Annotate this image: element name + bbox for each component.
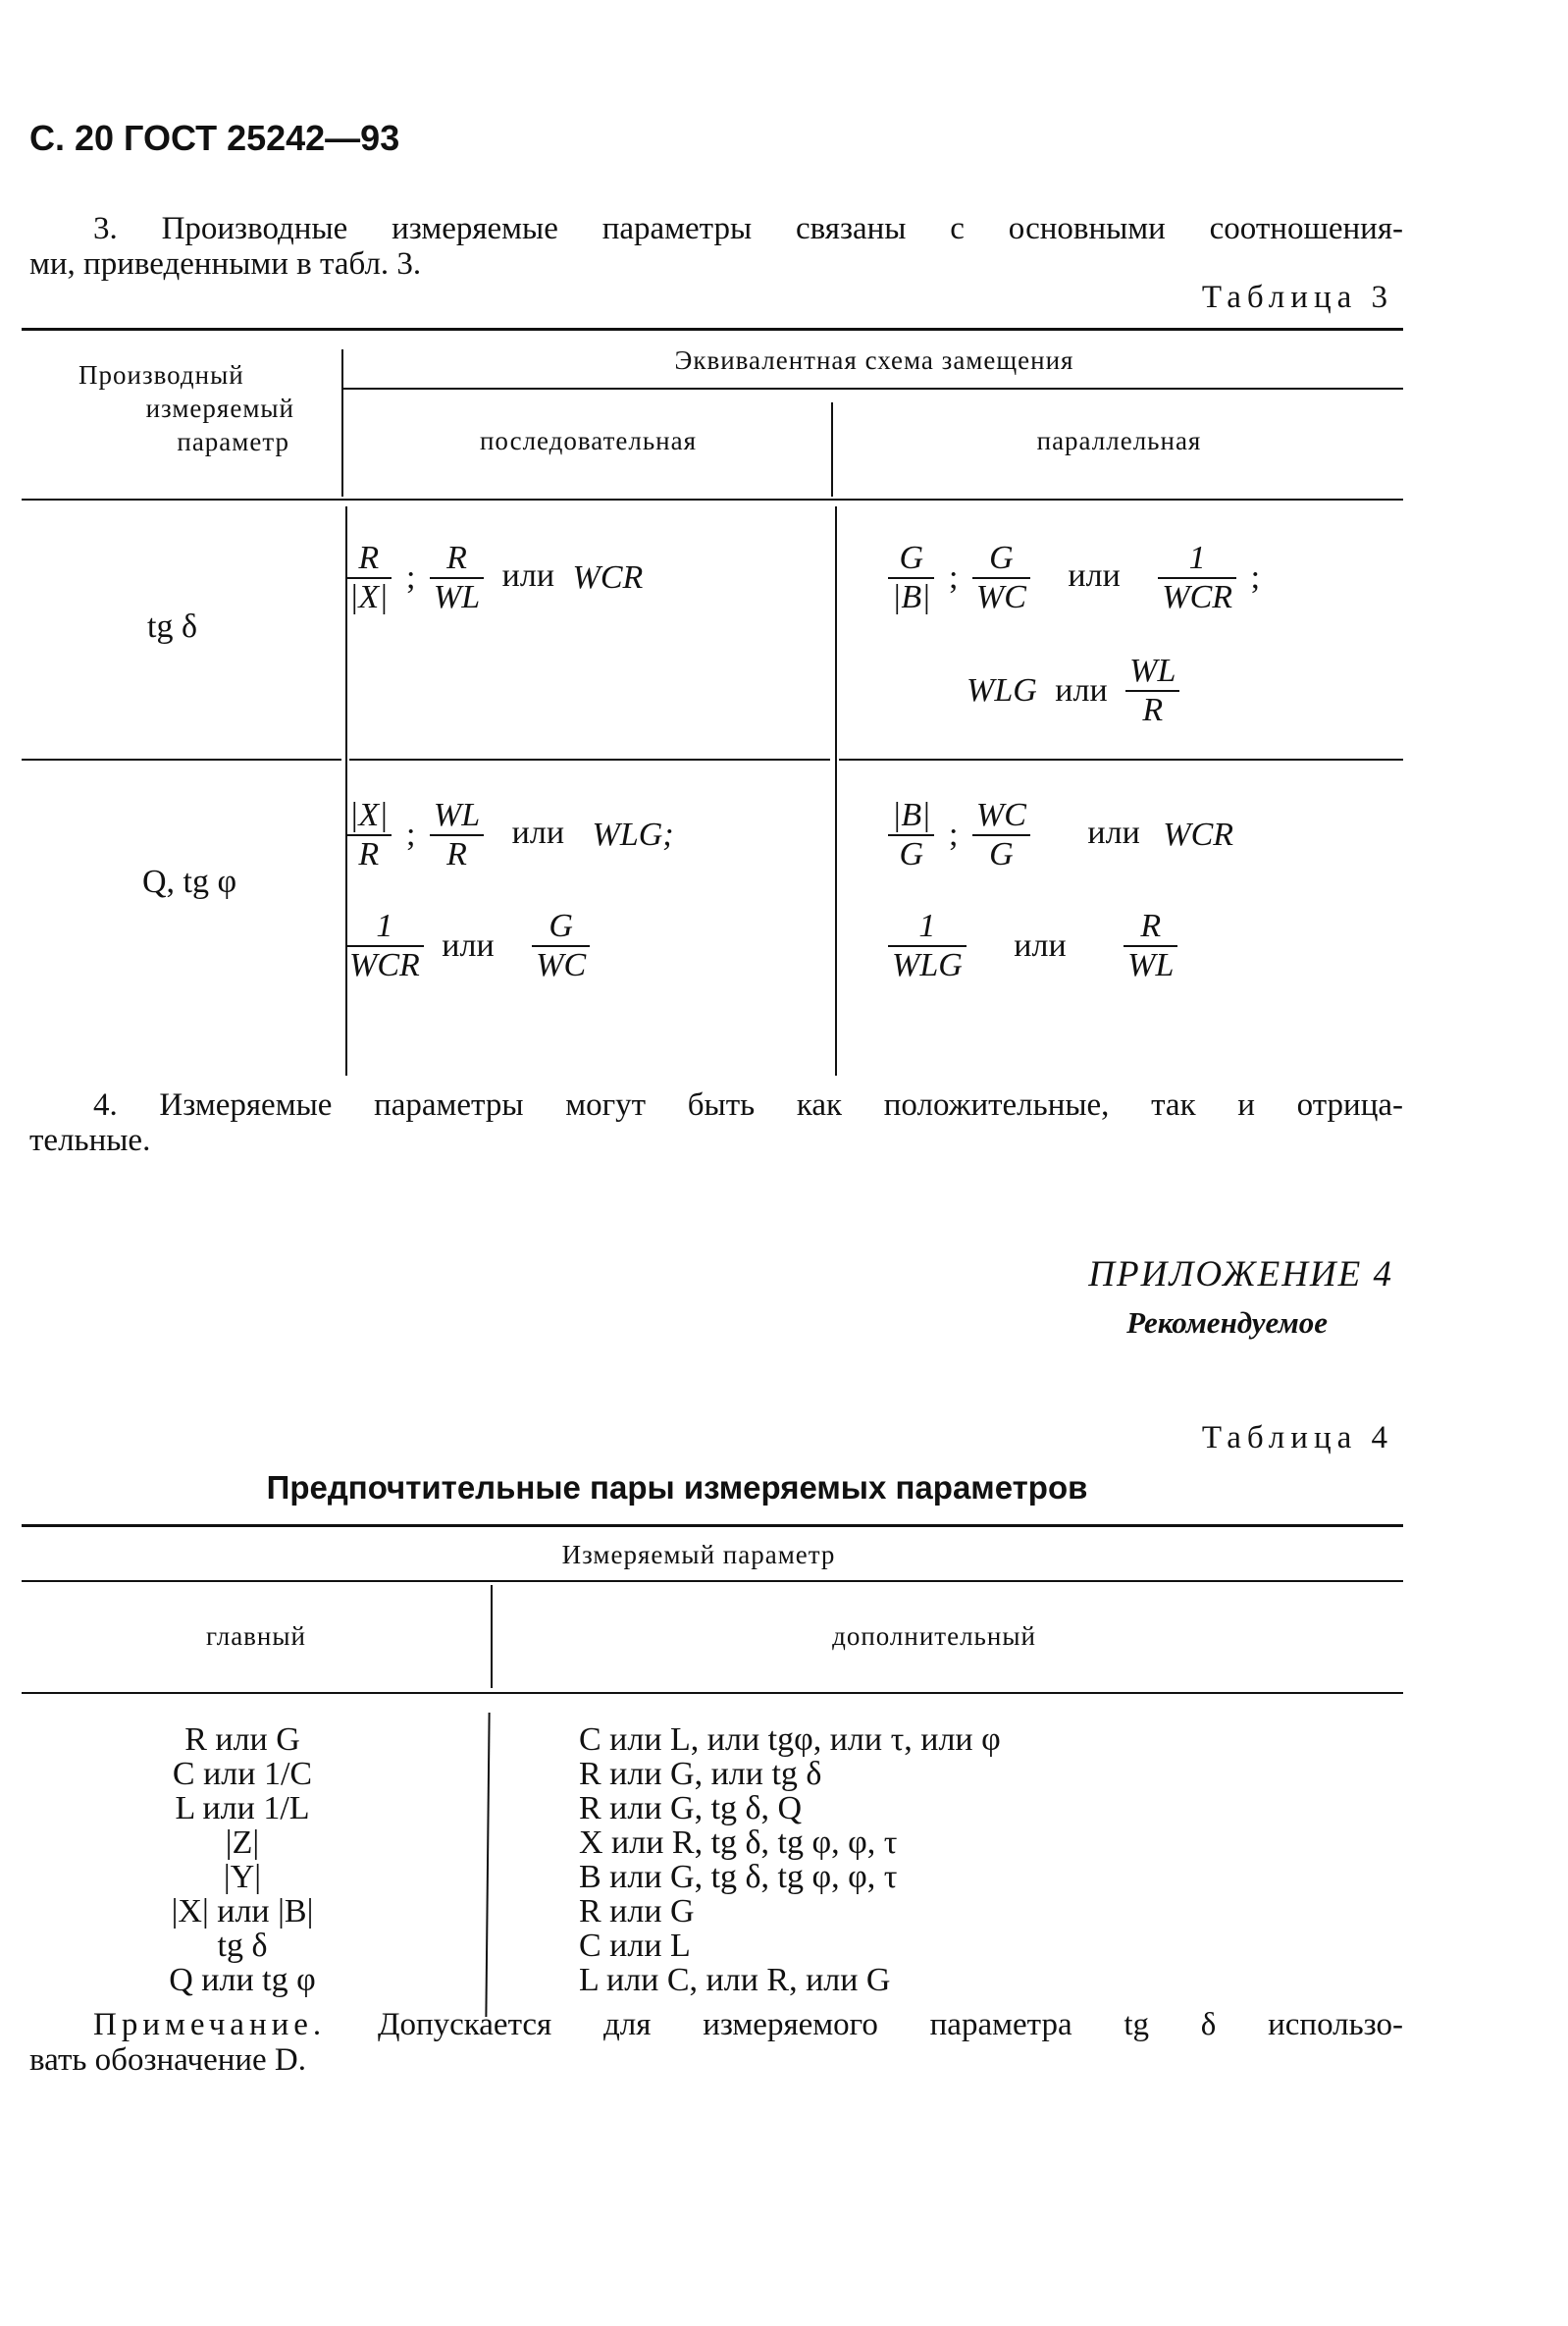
table-3-row2-param: Q, tg φ — [142, 864, 237, 900]
list-item: B или G, tg δ, tg φ, φ, τ — [579, 1859, 898, 1895]
paragraph-3 — [29, 211, 1403, 282]
table-4-col-group: Измеряемый параметр — [561, 1540, 836, 1569]
list-item: C или L — [579, 1928, 691, 1964]
note-label: Примечание. — [93, 2007, 327, 2042]
list-item: C или L, или tgφ, или τ, или φ — [579, 1721, 1001, 1758]
appendix-subtitle: Рекомендуемое — [1126, 1305, 1328, 1340]
list-item: |Y| — [223, 1859, 262, 1895]
list-item: R или G, tg δ, Q — [579, 1790, 803, 1826]
table-3-col-param: Производный измеряемый параметр — [78, 360, 294, 456]
table-4-title: Предпочтительные пары измеряемых параметров — [266, 1469, 1088, 1506]
list-item: |X| или |B| — [171, 1893, 314, 1930]
note-line1: Допускается для измеряемого параметра tg δ использо- — [377, 2007, 1403, 2042]
list-item: R или G, или tg δ — [579, 1756, 822, 1792]
table-4-label: Таблица 4 — [1201, 1420, 1393, 1455]
list-item: R или G — [184, 1721, 300, 1758]
list-item: L или C, или R, или G — [579, 1962, 891, 1998]
table-3-row2-series-line2: $\frac{1}{\text{WCR}}$ или $\frac{G}{WC}$ — [345, 908, 590, 984]
table-3-row2-parallel-line1: $\frac{|B|}{G}$ ; $\frac{WC}{G}$ или WCR — [888, 797, 1233, 873]
list-item: tg δ — [217, 1928, 268, 1964]
paragraph-4 — [29, 1087, 1403, 1158]
list-item: L или 1/L — [175, 1790, 310, 1826]
list-item: X или R, tg δ, tg φ, φ, τ — [579, 1824, 898, 1861]
table-3-row2-series-line1: $\frac{|X|}{R}$ ; $\frac{WL}{R}$ или WLG; — [345, 797, 674, 873]
table-3-row1-param: tg δ — [147, 608, 197, 645]
table-4-main-column — [22, 1722, 463, 1997]
table-4-col-extra: дополнительный — [832, 1621, 1036, 1651]
paragraph-3-line2: ми, приведенными в табл. 3. — [29, 246, 422, 282]
table-3-label: Таблица 3 — [1201, 280, 1393, 315]
list-item: |Z| — [225, 1824, 260, 1861]
table-3-row1-parallel-line2: WLG или $\frac{WL}{R}$ — [967, 653, 1179, 729]
table-4-col-main: главный — [206, 1621, 306, 1651]
note-line2: вать обозначение D. — [29, 2042, 307, 2078]
appendix-title: ПРИЛОЖЕНИЕ 4 — [1088, 1254, 1393, 1295]
paragraph-4-line1: 4. Измеряемые параметры могут быть как положительные, так и отрица- — [93, 1087, 1403, 1123]
table-3-row1-parallel-line1: $\frac{G}{|B|}$ ; $\frac{G}{WC}$ или $\frac{1}{\text{WCR}}$ ; — [888, 540, 1266, 616]
table-3-row1-series: $\frac{R}{|X|}$ ; $\frac{R}{WL}$ или WCR — [345, 540, 643, 616]
table-4-extra-column — [579, 1722, 1001, 1997]
paragraph-4-line2: тельные. — [29, 1123, 151, 1158]
page-header: С. 20 ГОСТ 25242—93 — [29, 118, 400, 158]
paragraph-3-line1: 3. Производные измеряемые параметры связаны с основными соотношения- — [93, 211, 1403, 246]
table-3-col-series: последовательная — [479, 426, 698, 455]
table-3-col-scheme: Эквивалентная схема замещения — [674, 345, 1074, 375]
table-3-col-parallel: параллельная — [1036, 426, 1202, 455]
list-item: R или G — [579, 1893, 695, 1930]
table-3-row2-parallel-line2: $\frac{1}{\text{WLG}}$ или $\frac{R}{WL}$ — [888, 908, 1177, 984]
list-item: C или 1/C — [172, 1756, 313, 1792]
list-item: Q или tg φ — [169, 1962, 316, 1998]
note — [29, 2007, 1403, 2078]
